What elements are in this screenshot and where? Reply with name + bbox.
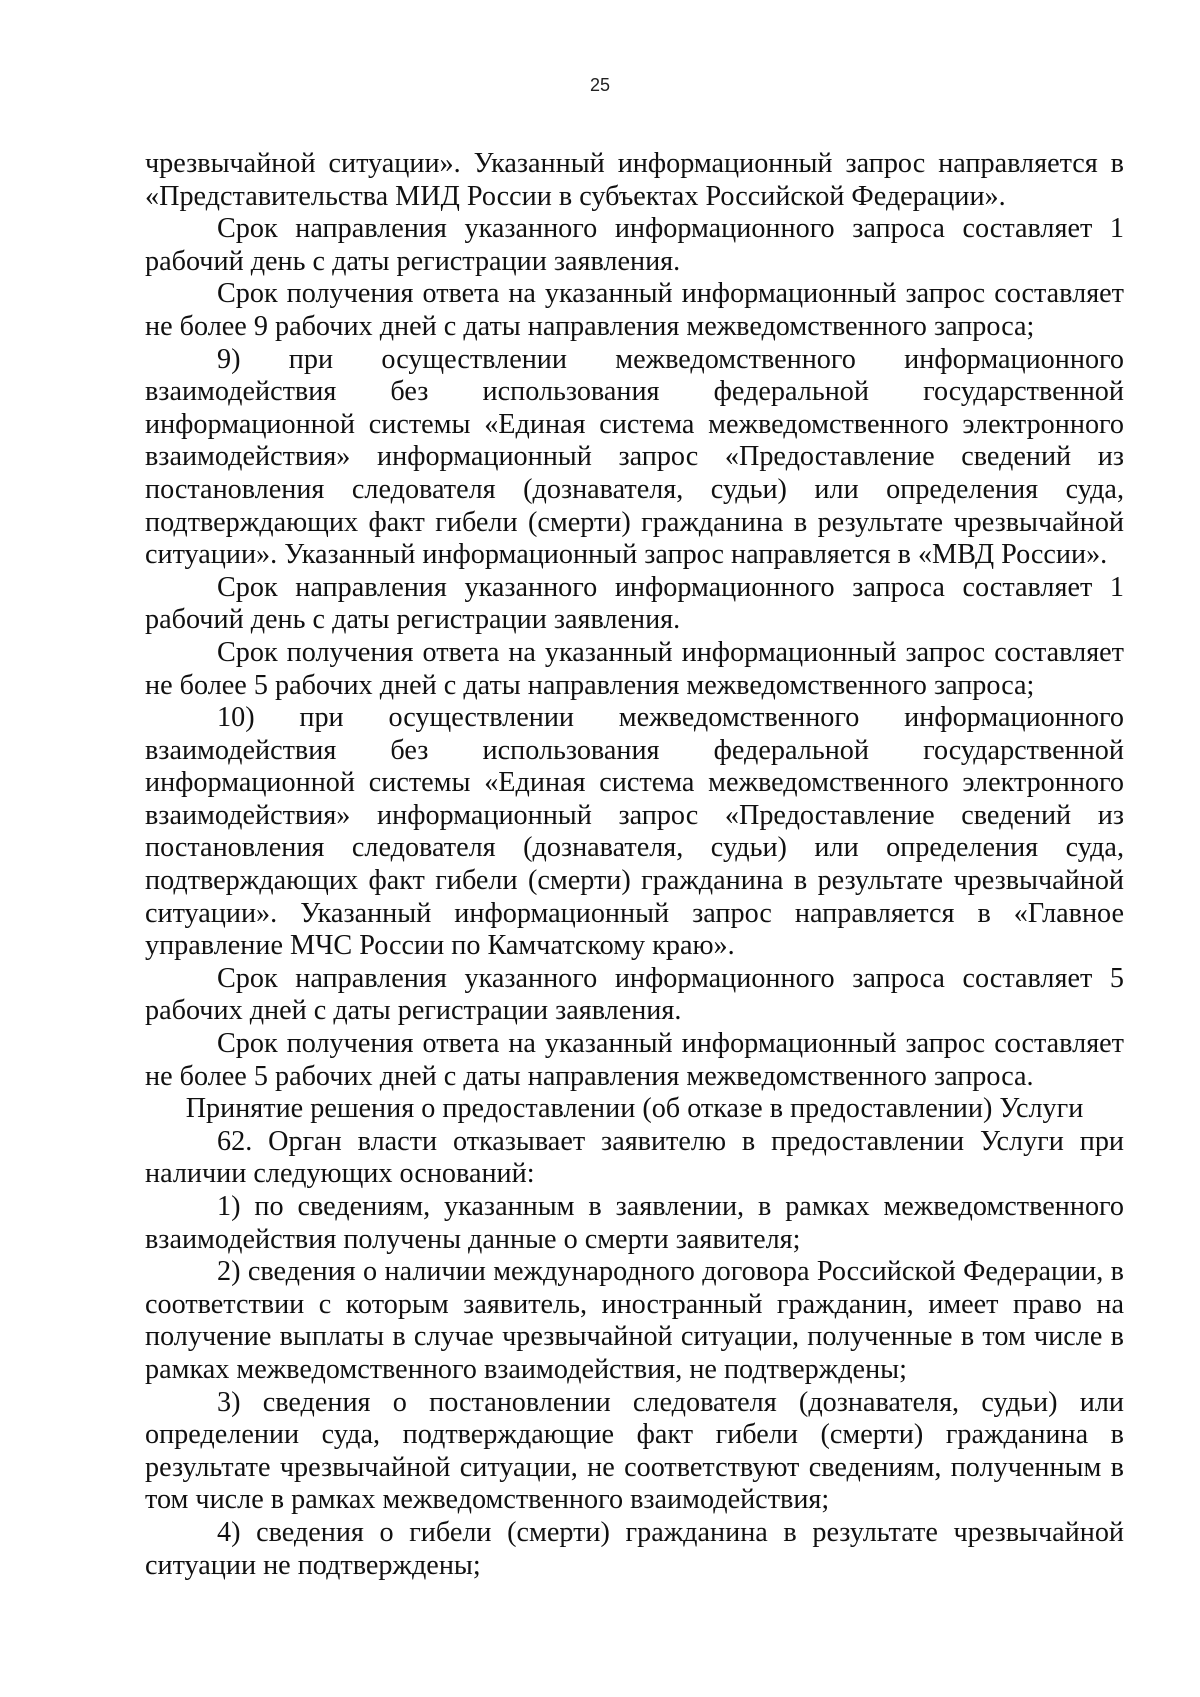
list-item-10: 10) при осуществлении межведомственного информационного взаимодействия без использования федеральной государственной информационной системы «Единая система межведомственного электронного взаимодействия» информационный запрос «Предоставление сведений из постановления следователя (дознавателя, судьи) или определения суда, подтверждающих факт гибели (смерти) гражданина в результате чрезвычайной ситуации». Указанный информационный запрос направляется в «Главное управление МЧС России по Камчатскому краю». — [145, 702, 1124, 962]
document-body — [145, 148, 1124, 1582]
section-heading: Принятие решения о предоставлении (об отказе в предоставлении) Услуги — [185, 1093, 1084, 1125]
refusal-ground-4: 4) сведения о гибели (смерти) гражданина в результате чрезвычайной ситуации не подтверждены; — [145, 1516, 1124, 1581]
paragraph-request-sending-deadline: Срок направления указанного информационного запроса составляет 5 рабочих дней с даты регистрации заявления. — [145, 962, 1124, 1027]
refusal-ground-1: 1) по сведениям, указанным в заявлении, в рамках межведомственного взаимодействия получены данные о смерти заявителя; — [145, 1191, 1124, 1255]
refusal-ground-2: 2) сведения о наличии международного договора Российской Федерации, в соответствии с которым заявитель, иностранный гражданин, имеет право на получение выплаты в случае чрезвычайной ситуации, полученные в том числе в рамках межведомственного взаимодействия, не подтверждены; — [145, 1256, 1124, 1385]
list-item-9: 9) при осуществлении межведомственного информационного взаимодействия без использования федеральной государственной информационной системы «Единая система межведомственного электронного взаимодействия» информационный запрос «Предоставление сведений из постановления следователя (дознавателя, судьи) или определения суда, подтверждающих факт гибели (смерти) гражданина в результате чрезвычайной ситуации». Указанный информационный запрос направляется в «МВД России». — [145, 343, 1124, 571]
paragraph-continuation: чрезвычайной ситуации». Указанный информационный запрос направляется в «Представительства МИД России в субъектах Российской Федерации». — [145, 148, 1124, 212]
page-number: 25 — [589, 75, 611, 95]
refusal-ground-3: 3) сведения о постановлении следователя (дознавателя, судьи) или определении суда, подтверждающие факт гибели (смерти) гражданина в результате чрезвычайной ситуации, не соответствуют сведениям, полученным в том числе в рамках межведомственного взаимодействия; — [145, 1386, 1124, 1516]
paragraph-response-deadline: Срок получения ответа на указанный информационный запрос составляет не более 5 рабочих дней с даты направления межведомственного запроса; — [145, 636, 1124, 701]
paragraph-response-deadline: Срок получения ответа на указанный информационный запрос составляет не более 9 рабочих дней с даты направления межведомственного запроса; — [145, 278, 1124, 342]
paragraph-request-sending-deadline: Срок направления указанного информационного запроса составляет 1 рабочий день с даты регистрации заявления. — [145, 571, 1124, 636]
clause-62: 62. Орган власти отказывает заявителю в предоставлении Услуги при наличии следующих оснований: — [145, 1125, 1124, 1190]
paragraph-response-deadline: Срок получения ответа на указанный информационный запрос составляет не более 5 рабочих дней с даты направления межведомственного запроса. — [145, 1028, 1124, 1092]
paragraph-request-sending-deadline: Срок направления указанного информационного запроса составляет 1 рабочий день с даты регистрации заявления. — [145, 213, 1124, 277]
